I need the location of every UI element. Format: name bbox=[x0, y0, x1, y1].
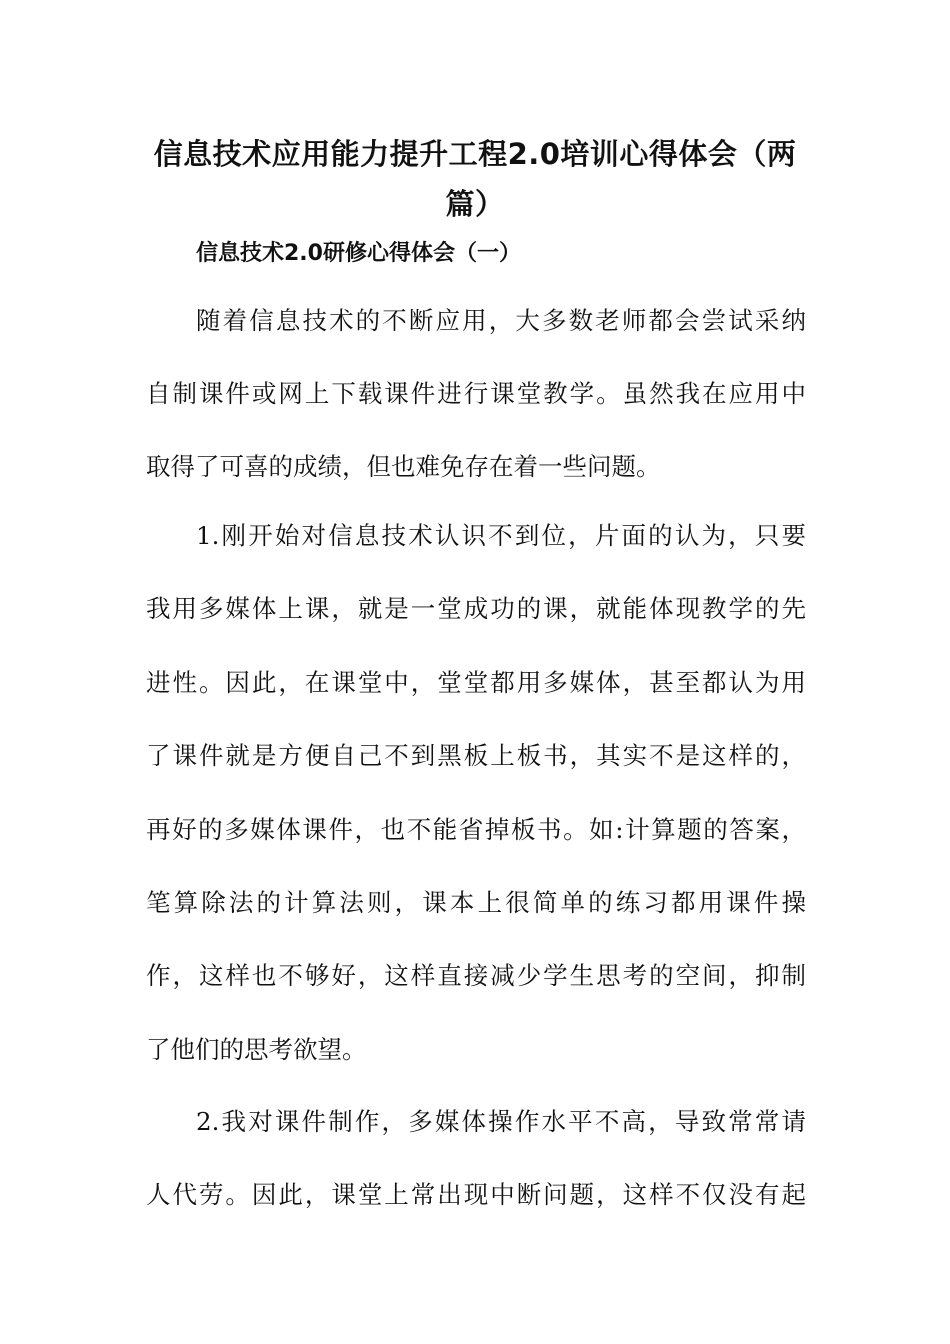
paragraph-line: 取得了可喜的成绩，但也难免存在着一些问题。 bbox=[146, 452, 661, 481]
document-title-line-1: 信息技术应用能力提升工程2.0培训心得体会（两 bbox=[153, 137, 797, 171]
paragraph-line: 人代劳。因此，课堂上常出现中断问题，这样不仅没有起 bbox=[146, 1180, 806, 1209]
paragraph-line: 作，这样也不够好，这样直接减少学生思考的空间，抑制 bbox=[146, 961, 806, 990]
paragraph-line: 了课件就是方便自己不到黑板上板书，其实不是这样的， bbox=[146, 741, 806, 770]
paragraph-line: 进性。因此，在课堂中，堂堂都用多媒体，甚至都认为用 bbox=[146, 668, 806, 697]
paragraph-line: 了他们的思考欲望。 bbox=[146, 1035, 367, 1064]
section-subtitle: 信息技术2.0研修心得体会（一） bbox=[196, 241, 521, 266]
paragraph-line: 1.刚开始对信息技术认识不到位，片面的认为，只要 bbox=[196, 521, 806, 550]
paragraph-line: 随着信息技术的不断应用，大多数老师都会尝试采纳 bbox=[196, 306, 806, 335]
document-title-line-2: 篇） bbox=[445, 187, 505, 221]
paragraph-line: 笔算除法的计算法则，课本上很简单的练习都用课件操 bbox=[146, 888, 806, 917]
paragraph-line: 自制课件或网上下载课件进行课堂教学。虽然我在应用中 bbox=[146, 379, 806, 408]
paragraph-line: 2.我对课件制作，多媒体操作水平不高，导致常常请 bbox=[196, 1107, 806, 1136]
paragraph-line: 我用多媒体上课，就是一堂成功的课，就能体现教学的先 bbox=[146, 594, 806, 623]
paragraph-line: 再好的多媒体课件，也不能省掉板书。如:计算题的答案， bbox=[146, 815, 806, 844]
